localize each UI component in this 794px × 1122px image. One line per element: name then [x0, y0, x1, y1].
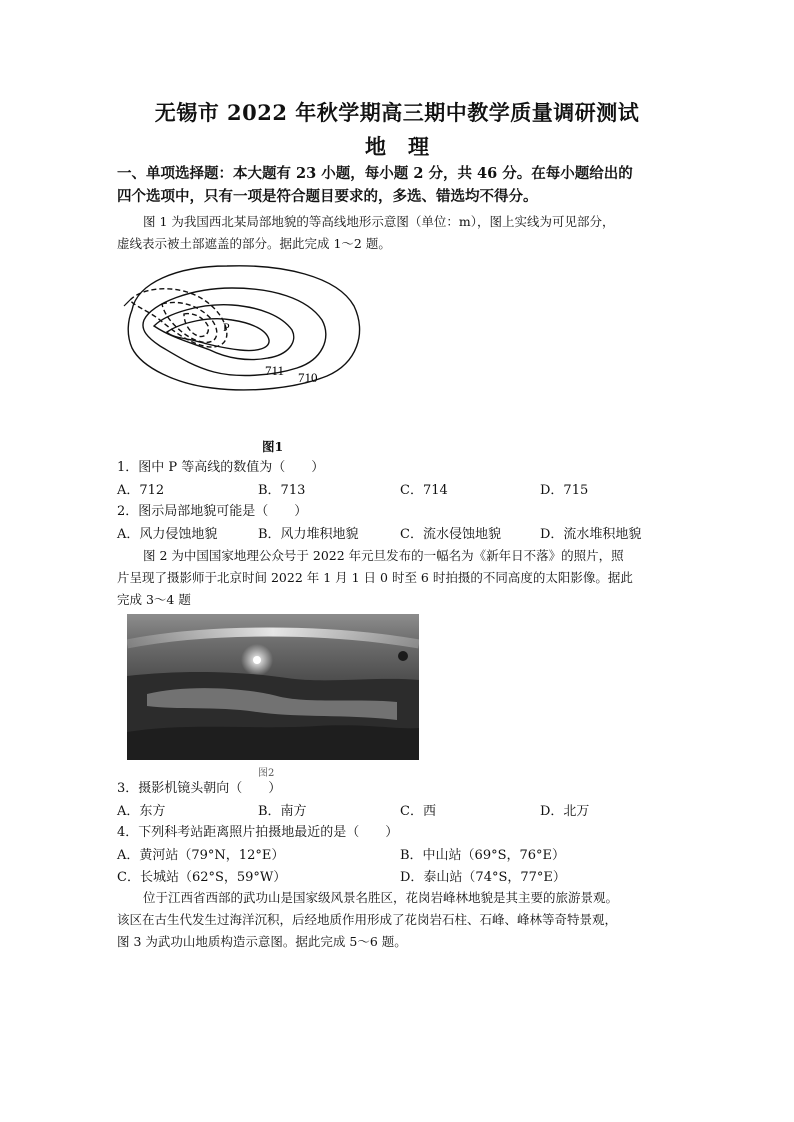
q1-option-d[interactable]: D．715 [540, 483, 589, 498]
q3-option-d[interactable]: D．北万 [540, 804, 590, 819]
intro-paragraph-3 [117, 887, 682, 953]
figure-2-photo [127, 614, 419, 760]
sun-disc [253, 656, 261, 664]
intro-2-line-1: 图 2 为中国国家地理公众号于 2022 年元旦发布的一幅名为《新年日不落》的照片，照 [143, 548, 624, 563]
section-heading-line-2: 四个选项中，只有一项是符合题目要求的，多选、错选均不得分。 [117, 188, 538, 205]
label-p: P [223, 320, 230, 334]
intro-2-line-3: 完成 3～4 题 [117, 592, 191, 607]
midnight-sun-photo-drawing [127, 614, 419, 760]
sun-dark-disc [398, 651, 408, 661]
intro-paragraph-1 [117, 211, 682, 255]
question-1-stem: 1．图中 P 等高线的数值为（ ） [117, 460, 325, 475]
q2-option-d[interactable]: D．流水堆积地貌 [540, 527, 642, 542]
figure-1-contour-map [122, 258, 367, 398]
q4-option-a[interactable]: A．黄河站（79°N，12°E） [117, 848, 285, 863]
q1-option-b[interactable]: B．713 [258, 483, 306, 498]
section-heading [117, 162, 677, 208]
q4-option-d[interactable]: D．泰山站（74°S，77°E） [400, 870, 566, 885]
intro-2-line-2: 片呈现了摄影师于北京时间 2022 年 1 月 1 日 0 时至 6 时拍摄的不同高度的太阳影像。据此 [117, 570, 633, 585]
foreground-rocks [127, 725, 419, 760]
q4-option-c[interactable]: C．长城站（62°S，59°W） [117, 870, 287, 885]
figure-1-caption: 图1 [262, 439, 284, 454]
figure-2-caption: 图2 [258, 768, 275, 779]
q2-option-a[interactable]: A．风力侵蚀地貌 [117, 527, 218, 542]
q3-option-b[interactable]: B．南方 [258, 804, 307, 819]
sun-path-arc [127, 632, 419, 644]
q4-option-b[interactable]: B．中山站（69°S，76°E） [400, 848, 566, 863]
q3-option-a[interactable]: A．东方 [117, 804, 166, 819]
section-heading-line-1: 一、单项选择题：本大题有 23 小题，每小题 2 分，共 46 分。在每小题给出的 [117, 165, 633, 182]
exam-title: 无锡市 2022 年秋学期高三期中教学质量调研测试 [154, 100, 640, 125]
question-3-stem: 3．摄影机镜头朝向（ ） [117, 781, 282, 796]
q1-option-c[interactable]: C．714 [400, 483, 448, 498]
intro-1-line-1: 图 1 为我国西北某局部地貌的等高线地形示意图（单位：m），图上实线为可见部分， [143, 214, 615, 229]
q2-option-c[interactable]: C．流水侵蚀地貌 [400, 527, 501, 542]
intro-3-line-3: 图 3 为武功山地质构造示意图。据此完成 5～6 题。 [117, 934, 407, 949]
subject-title: 地理 [365, 134, 451, 159]
question-4-stem: 4．下列科考站距离照片拍摄地最近的是（ ） [117, 825, 399, 840]
q3-option-c[interactable]: C．西 [400, 804, 436, 819]
label-710: 710 [298, 370, 318, 385]
intro-3-line-1: 位于江西省西部的武功山是国家级风景名胜区，花岗岩峰林地貌是其主要的旅游景观。 [143, 890, 619, 905]
hidden-contour-3 [184, 314, 208, 337]
label-711: 711 [265, 363, 285, 378]
q1-option-a[interactable]: A．712 [117, 483, 165, 498]
intro-1-line-2: 虚线表示被土部遮盖的部分。据此完成 1～2 题。 [117, 236, 391, 251]
intro-3-line-2: 该区在古生代发生过海洋沉积，后经地质作用形成了花岗岩石柱、石峰、峰林等奇特景观， [117, 912, 618, 927]
intro-paragraph-2 [117, 545, 682, 611]
q2-option-b[interactable]: B．风力堆积地貌 [258, 527, 359, 542]
contour-711 [143, 288, 326, 375]
question-2-stem: 2．图示局部地貌可能是（ ） [117, 504, 308, 519]
